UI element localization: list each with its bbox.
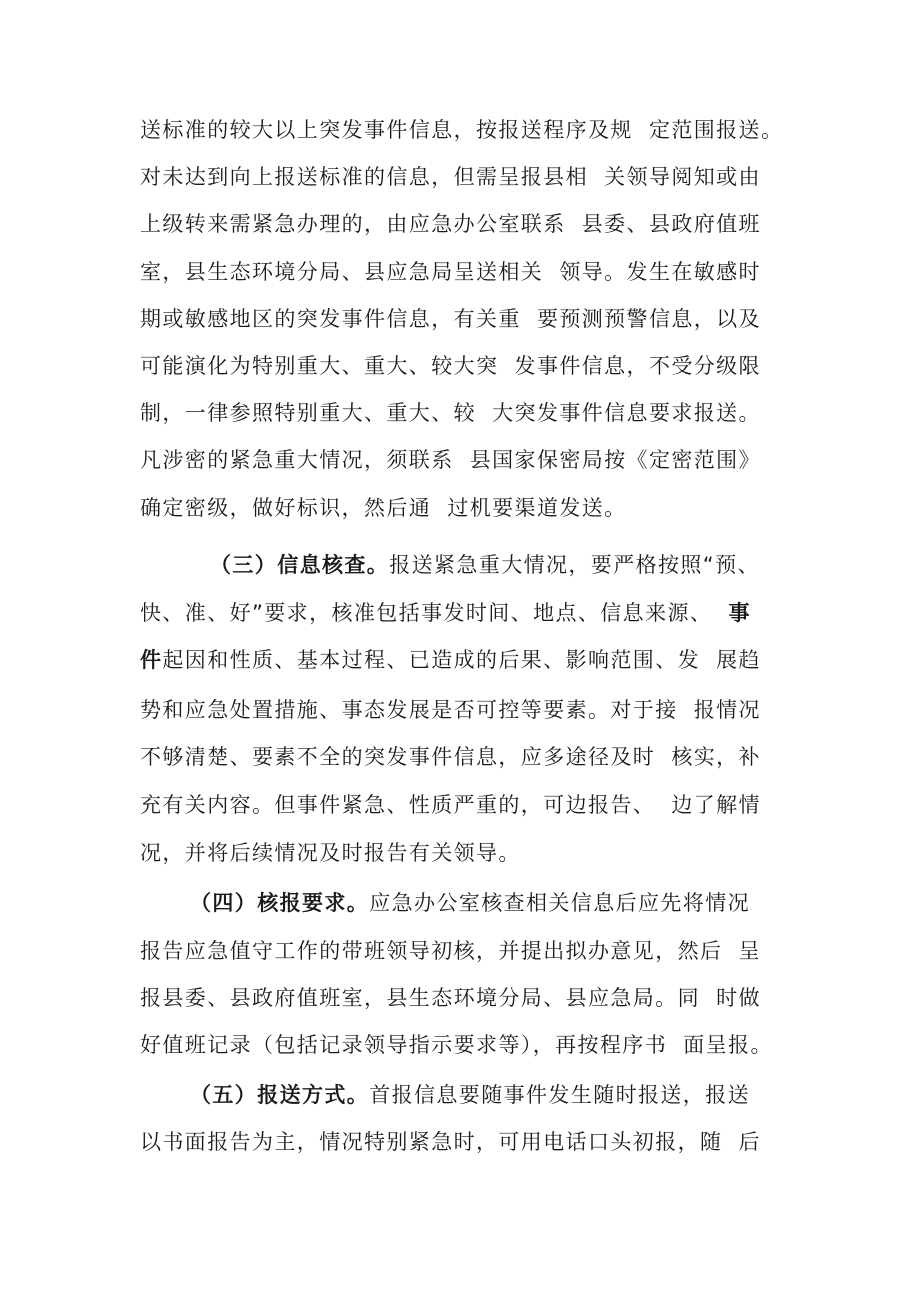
paragraph-line: 室，县生态环境分局、县应急局呈送相关 领导。发生在敏感时: [140, 260, 761, 284]
section-5-heading: （五）报送方式。: [190, 1083, 370, 1107]
section-5-line: 以书面报告为主，情况特别紧急时，可用电话口头初报，随 后: [140, 1130, 761, 1154]
section-3-bold-char: 事: [728, 601, 751, 625]
paragraph-line: 期或敏感地区的突发事件信息，有关重 要预测预警信息，以及: [140, 307, 761, 331]
paragraph-line: 制，一律参照特别重大、重大、较 大突发事件信息要求报送。: [140, 401, 761, 425]
section-4-first-line: [190, 888, 750, 918]
section-4-text: 应急办公室核查相关信息后应先将情况: [369, 891, 751, 915]
section-4-line: 报县委、县政府值班室，县生态环境分局、县应急局。同 时做: [140, 986, 761, 1010]
section-3-line: [140, 598, 751, 628]
section-4-line: 报告应急值守工作的带班领导初核，并提出拟办意见，然后 呈: [140, 939, 761, 963]
section-5-text: 首报信息要随事件发生随时报送，报送: [369, 1083, 751, 1107]
section-3-line: [140, 645, 761, 675]
section-3-bold-char: 件: [140, 648, 163, 672]
paragraph-line: 凡涉密的紧急重大情况，须联系 县国家保密局按《定密范围》: [140, 448, 761, 472]
section-3-line: 不够清楚、要素不全的突发事件信息，应多途径及时 核实，补: [140, 745, 761, 769]
section-4-line: 好值班记录（包括记录领导指示要求等），再按程序书 面呈报。: [140, 1033, 773, 1057]
section-4-heading: （四）核报要求。: [190, 891, 370, 915]
section-3-text: 快、准、好”要求，核准包括事发时间、地点、信息来源、: [140, 601, 729, 625]
section-3-line: 充有关内容。但事件紧急、性质严重的，可边报告、 边了解情: [140, 793, 761, 817]
section-3-text: 起因和性质、基本过程、已造成的后果、影响范围、发 展趋: [162, 648, 761, 672]
paragraph-line: 对未达到向上报送标准的信息，但需呈报县相 关领导阅知或由: [140, 165, 761, 189]
paragraph-line: 上级转来需紧急办理的，由应急办公室联系 县委、县政府值班: [140, 212, 761, 236]
paragraph-line: 送标准的较大以上突发事件信息，按报送程序及规 定范围报送。: [140, 118, 784, 142]
section-3-line: 势和应急处置措施、事态发展是否可控等要素。对于接 报情况: [140, 698, 761, 722]
paragraph-line: 确定密级，做好标识，然后通 过机要渠道发送。: [140, 496, 627, 520]
section-5-first-line: [190, 1080, 750, 1110]
paragraph-line: 可能演化为特别重大、重大、较大突 发事件信息，不受分级限: [140, 354, 761, 378]
section-3-text: 报送紧急重大情况，要严格按照“预、: [389, 553, 760, 577]
section-3-line: 况，并将后续情况及时报告有关领导。: [140, 841, 521, 865]
section-3-first-line: [210, 550, 760, 580]
section-3-heading: （三）信息核查。: [210, 553, 390, 577]
